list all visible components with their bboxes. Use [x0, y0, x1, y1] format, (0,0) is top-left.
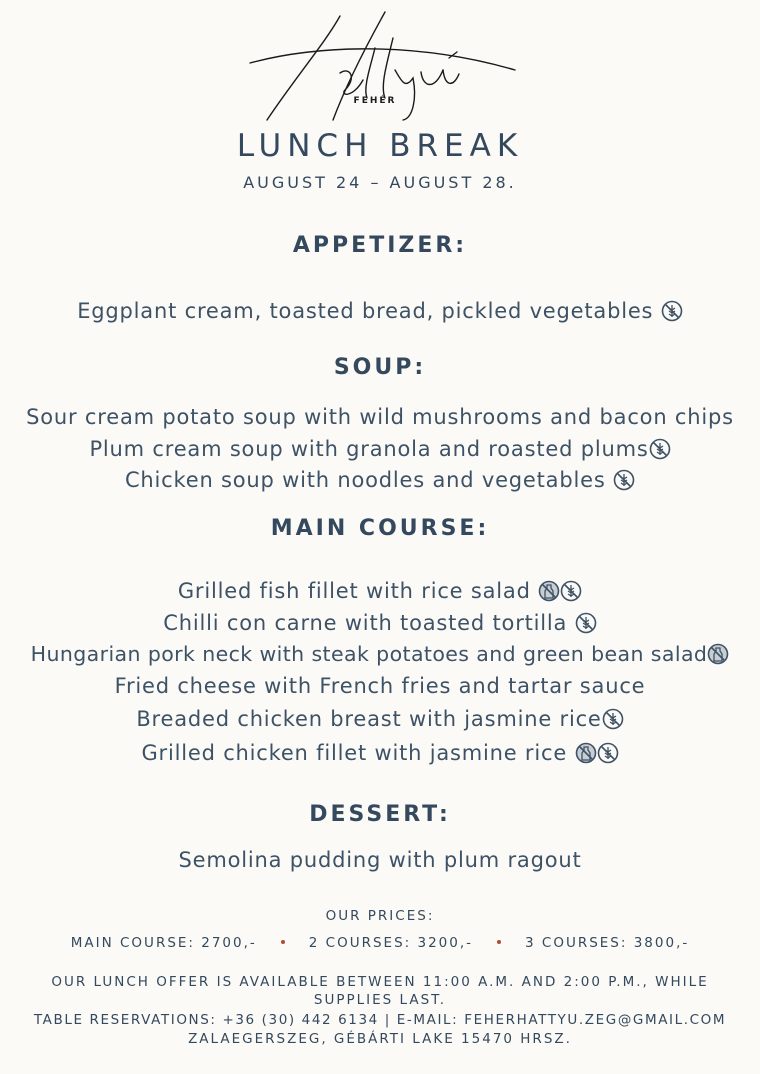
- main-course-heading: MAIN COURSE:: [270, 516, 490, 541]
- menu-item-text: Semolina pudding with plum ragout: [178, 848, 582, 872]
- page-title: LUNCH BREAK: [236, 128, 524, 164]
- reservations-line: TABLE RESERVATIONS: +36 (30) 442 6134 | E-MAIL: FEHERHATTYU.ZEG@GMAIL.COM: [33, 1012, 727, 1028]
- menu-item-text: Eggplant cream, toasted bread, pickled vegetables: [77, 299, 661, 323]
- restaurant-logo: [245, 8, 520, 123]
- no-gluten-icon: [597, 742, 619, 764]
- price-three-courses: 3 COURSES: 3800,-: [525, 935, 690, 951]
- no-gluten-icon: [661, 300, 683, 322]
- address-line: ZALAEGERSZEG, GÉBÁRTI LAKE 15470 HRSZ.: [188, 1031, 572, 1047]
- separator-dot: [497, 940, 501, 944]
- menu-item-text: Fried cheese with French fries and tartar sauce: [114, 674, 646, 698]
- menu-item: [0, 611, 760, 635]
- menu-item-text: Hungarian pork neck with steak potatoes and green bean salad: [30, 642, 708, 666]
- menu-item-text: Grilled fish fillet with rice salad: [177, 579, 539, 603]
- menu-item: [0, 642, 760, 666]
- menu-item: [0, 579, 760, 603]
- soup-heading: SOUP:: [333, 355, 427, 380]
- menu-item: [0, 405, 760, 429]
- menu-item-text: Plum cream soup with granola and roasted plums: [89, 437, 649, 461]
- menu-item-text: Chicken soup with noodles and vegetables: [124, 468, 614, 492]
- separator-dot: [281, 940, 285, 944]
- availability-note-cont: SUPPLIES LAST.: [313, 992, 447, 1008]
- no-dairy-icon: [538, 580, 560, 602]
- appetizer-heading: APPETIZER:: [292, 233, 468, 258]
- menu-item: [0, 468, 760, 492]
- menu-item-text: Breaded chicken breast with jasmine rice: [136, 707, 602, 731]
- no-dairy-icon: [575, 742, 597, 764]
- prices-row: [0, 935, 760, 951]
- no-gluten-icon: [613, 469, 635, 491]
- menu-item: [0, 741, 760, 765]
- no-dairy-icon: [707, 643, 729, 665]
- no-gluten-icon: [649, 438, 671, 460]
- no-gluten-icon: [602, 708, 624, 730]
- logo-subtitle: FEHÉR: [353, 96, 397, 106]
- menu-item-text: Grilled chicken fillet with jasmine rice: [141, 741, 575, 765]
- menu-item: [0, 707, 760, 731]
- menu-item: [0, 437, 760, 461]
- dessert-heading: DESSERT:: [309, 802, 451, 827]
- menu-item: [0, 848, 760, 872]
- no-gluten-icon: [575, 612, 597, 634]
- no-gluten-icon: [560, 580, 582, 602]
- price-two-courses: 2 COURSES: 3200,-: [308, 935, 474, 951]
- menu-item: [0, 299, 760, 323]
- prices-heading: OUR PRICES:: [325, 908, 435, 924]
- menu-item-text: Chilli con carne with toasted tortilla: [163, 611, 575, 635]
- availability-note: OUR LUNCH OFFER IS AVAILABLE BETWEEN 11:00 A.M. AND 2:00 P.M., WHILE: [51, 974, 709, 990]
- menu-item: [0, 674, 760, 698]
- menu-item-text: Sour cream potato soup with wild mushrooms and bacon chips: [26, 405, 734, 429]
- price-main-course: MAIN COURSE: 2700,-: [70, 935, 257, 951]
- date-range: AUGUST 24 – AUGUST 28.: [243, 173, 517, 192]
